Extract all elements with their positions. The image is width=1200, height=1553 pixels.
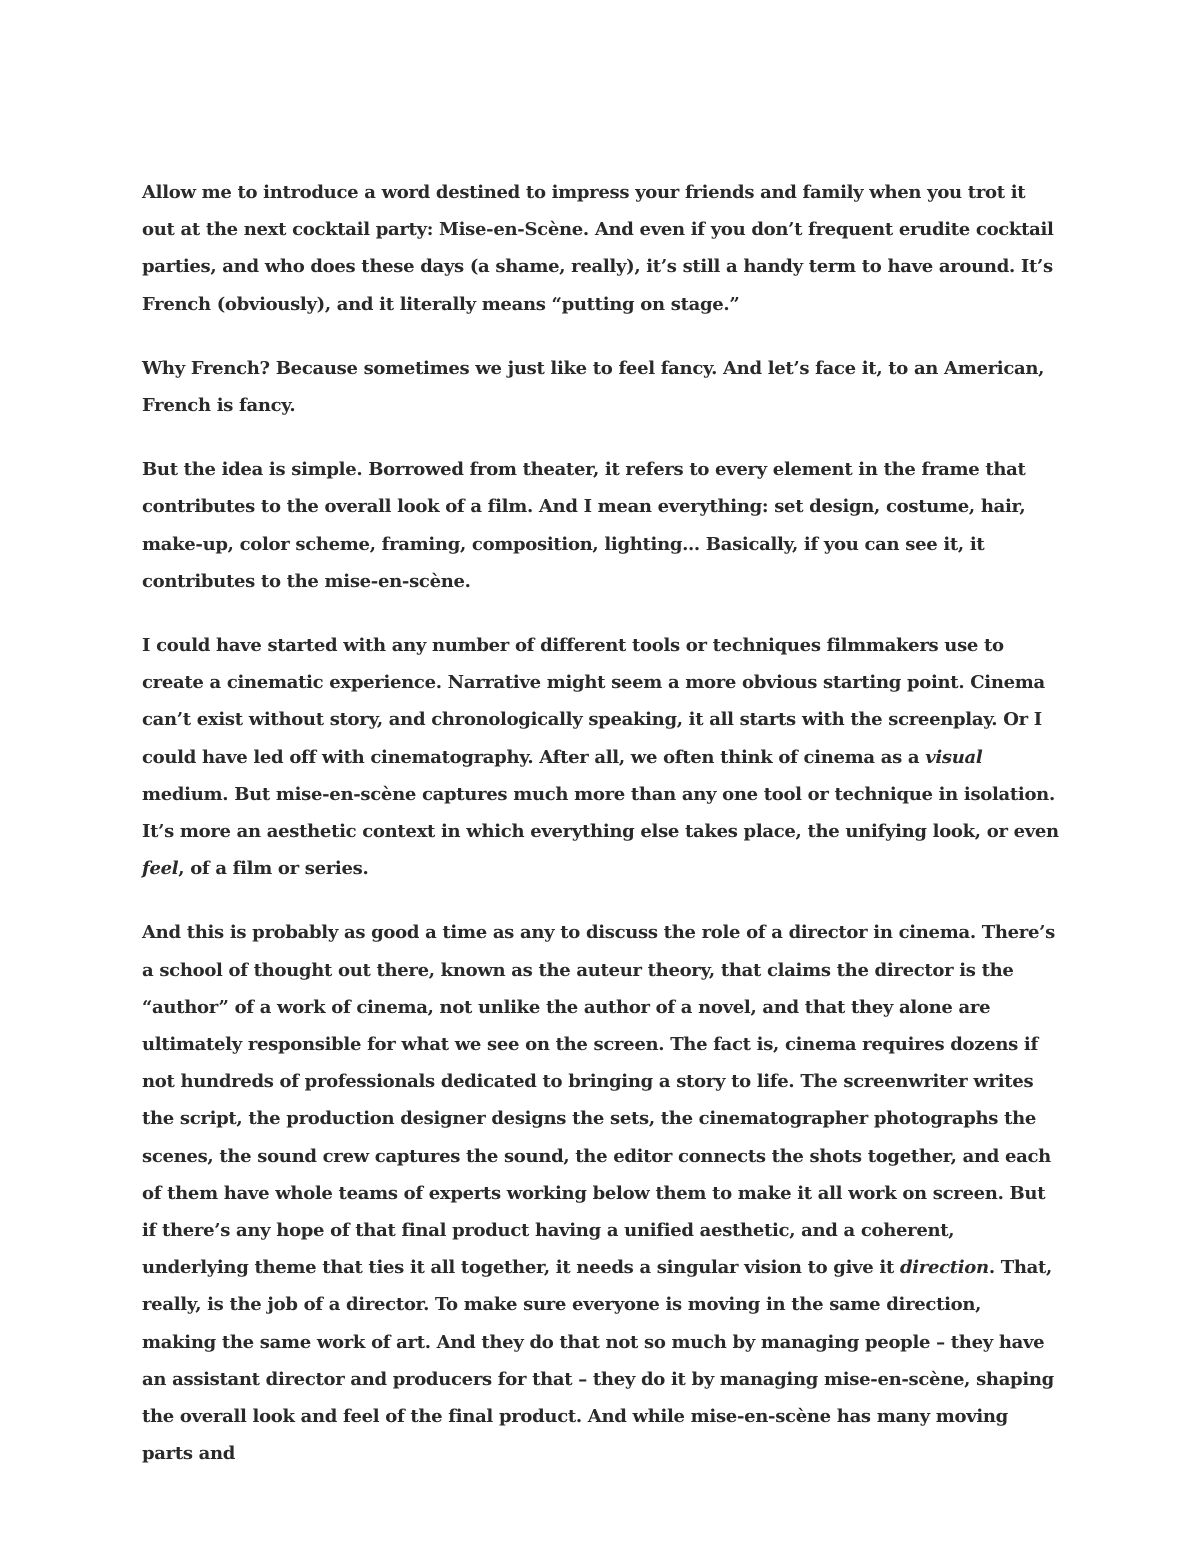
paragraph-3 [142, 451, 1060, 600]
paragraph-text: medium. But mise-en-scène captures much more than any one tool or technique in isolation. It’s more an aesthetic context in which everything else takes place, the unifying look, or even [142, 783, 1059, 843]
paragraph-2 [142, 350, 1060, 424]
italic-emphasis: direction [899, 1257, 989, 1279]
paragraph-text: But the idea is simple. Borrowed from theater, it refers to every element in the frame that contributes to the overall look of a film. And I mean everything: set design, costume, hair, make-up, color scheme, framing, composition, lighting… Basically, if you can see it, it contributes to the mise-en-scène. [142, 459, 1026, 592]
paragraph-text: And this is probably as good a time as any to discuss the role of a director in cinema. There’s a school of thought out there, known as the auteur theory, that claims the director is the “author” of a work of cinema, not unlike the author of a novel, and that they alone are ultimately responsible for what we see on the screen. The fact is, cinema requires dozens if not hundreds of professionals dedicated to bringing a story to life. The screenwriter writes the script, the production designer designs the sets, the cinematographer photographs the scenes, the sound crew captures the sound, the editor connects the shots together, and each of them have whole teams of experts working below them to make it all work on screen. But if there’s any hope of that final product having a unified aesthetic, and a coherent, underlying theme that ties it all together, it needs a singular vision to give it [142, 922, 1055, 1279]
paragraph-4 [142, 627, 1060, 887]
document-body [142, 174, 1060, 1473]
paragraph-text: I could have started with any number of different tools or techniques filmmakers use to create a cinematic experience. Narrative might seem a more obvious starting point. Cinema can’t exist without story, and chronologically speaking, it all starts with the screenplay. Or I could have led off with cinematography. After all, we often think of cinema as a [142, 635, 1045, 768]
paragraph-text: , of a film or series. [178, 858, 369, 880]
paragraph-text: . That, really, is the job of a director. To make sure everyone is moving in the same direction, making the same work of art. And they do that not so much by managing people – they have an assistant director and producers for that – they do it by managing mise-en-scène, shaping the overall look and feel of the final product. And while mise-en-scène has many moving parts and [142, 1257, 1054, 1465]
italic-emphasis: feel [142, 858, 179, 880]
paragraph-5 [142, 914, 1060, 1472]
italic-emphasis: visual [925, 746, 983, 768]
paragraph-text: Allow me to introduce a word destined to impress your friends and family when you trot it out at the next cocktail party: Mise-en-Scène. And even if you don’t frequent erudite cocktail parties, and who does these days (a shame, really), it’s still a handy term to have around. It’s French (obviously), and it literally means “putting on stage.” [142, 182, 1054, 315]
paragraph-1 [142, 174, 1060, 323]
paragraph-text: Why French? Because sometimes we just like to feel fancy. And let’s face it, to an American, French is fancy. [142, 357, 1045, 417]
